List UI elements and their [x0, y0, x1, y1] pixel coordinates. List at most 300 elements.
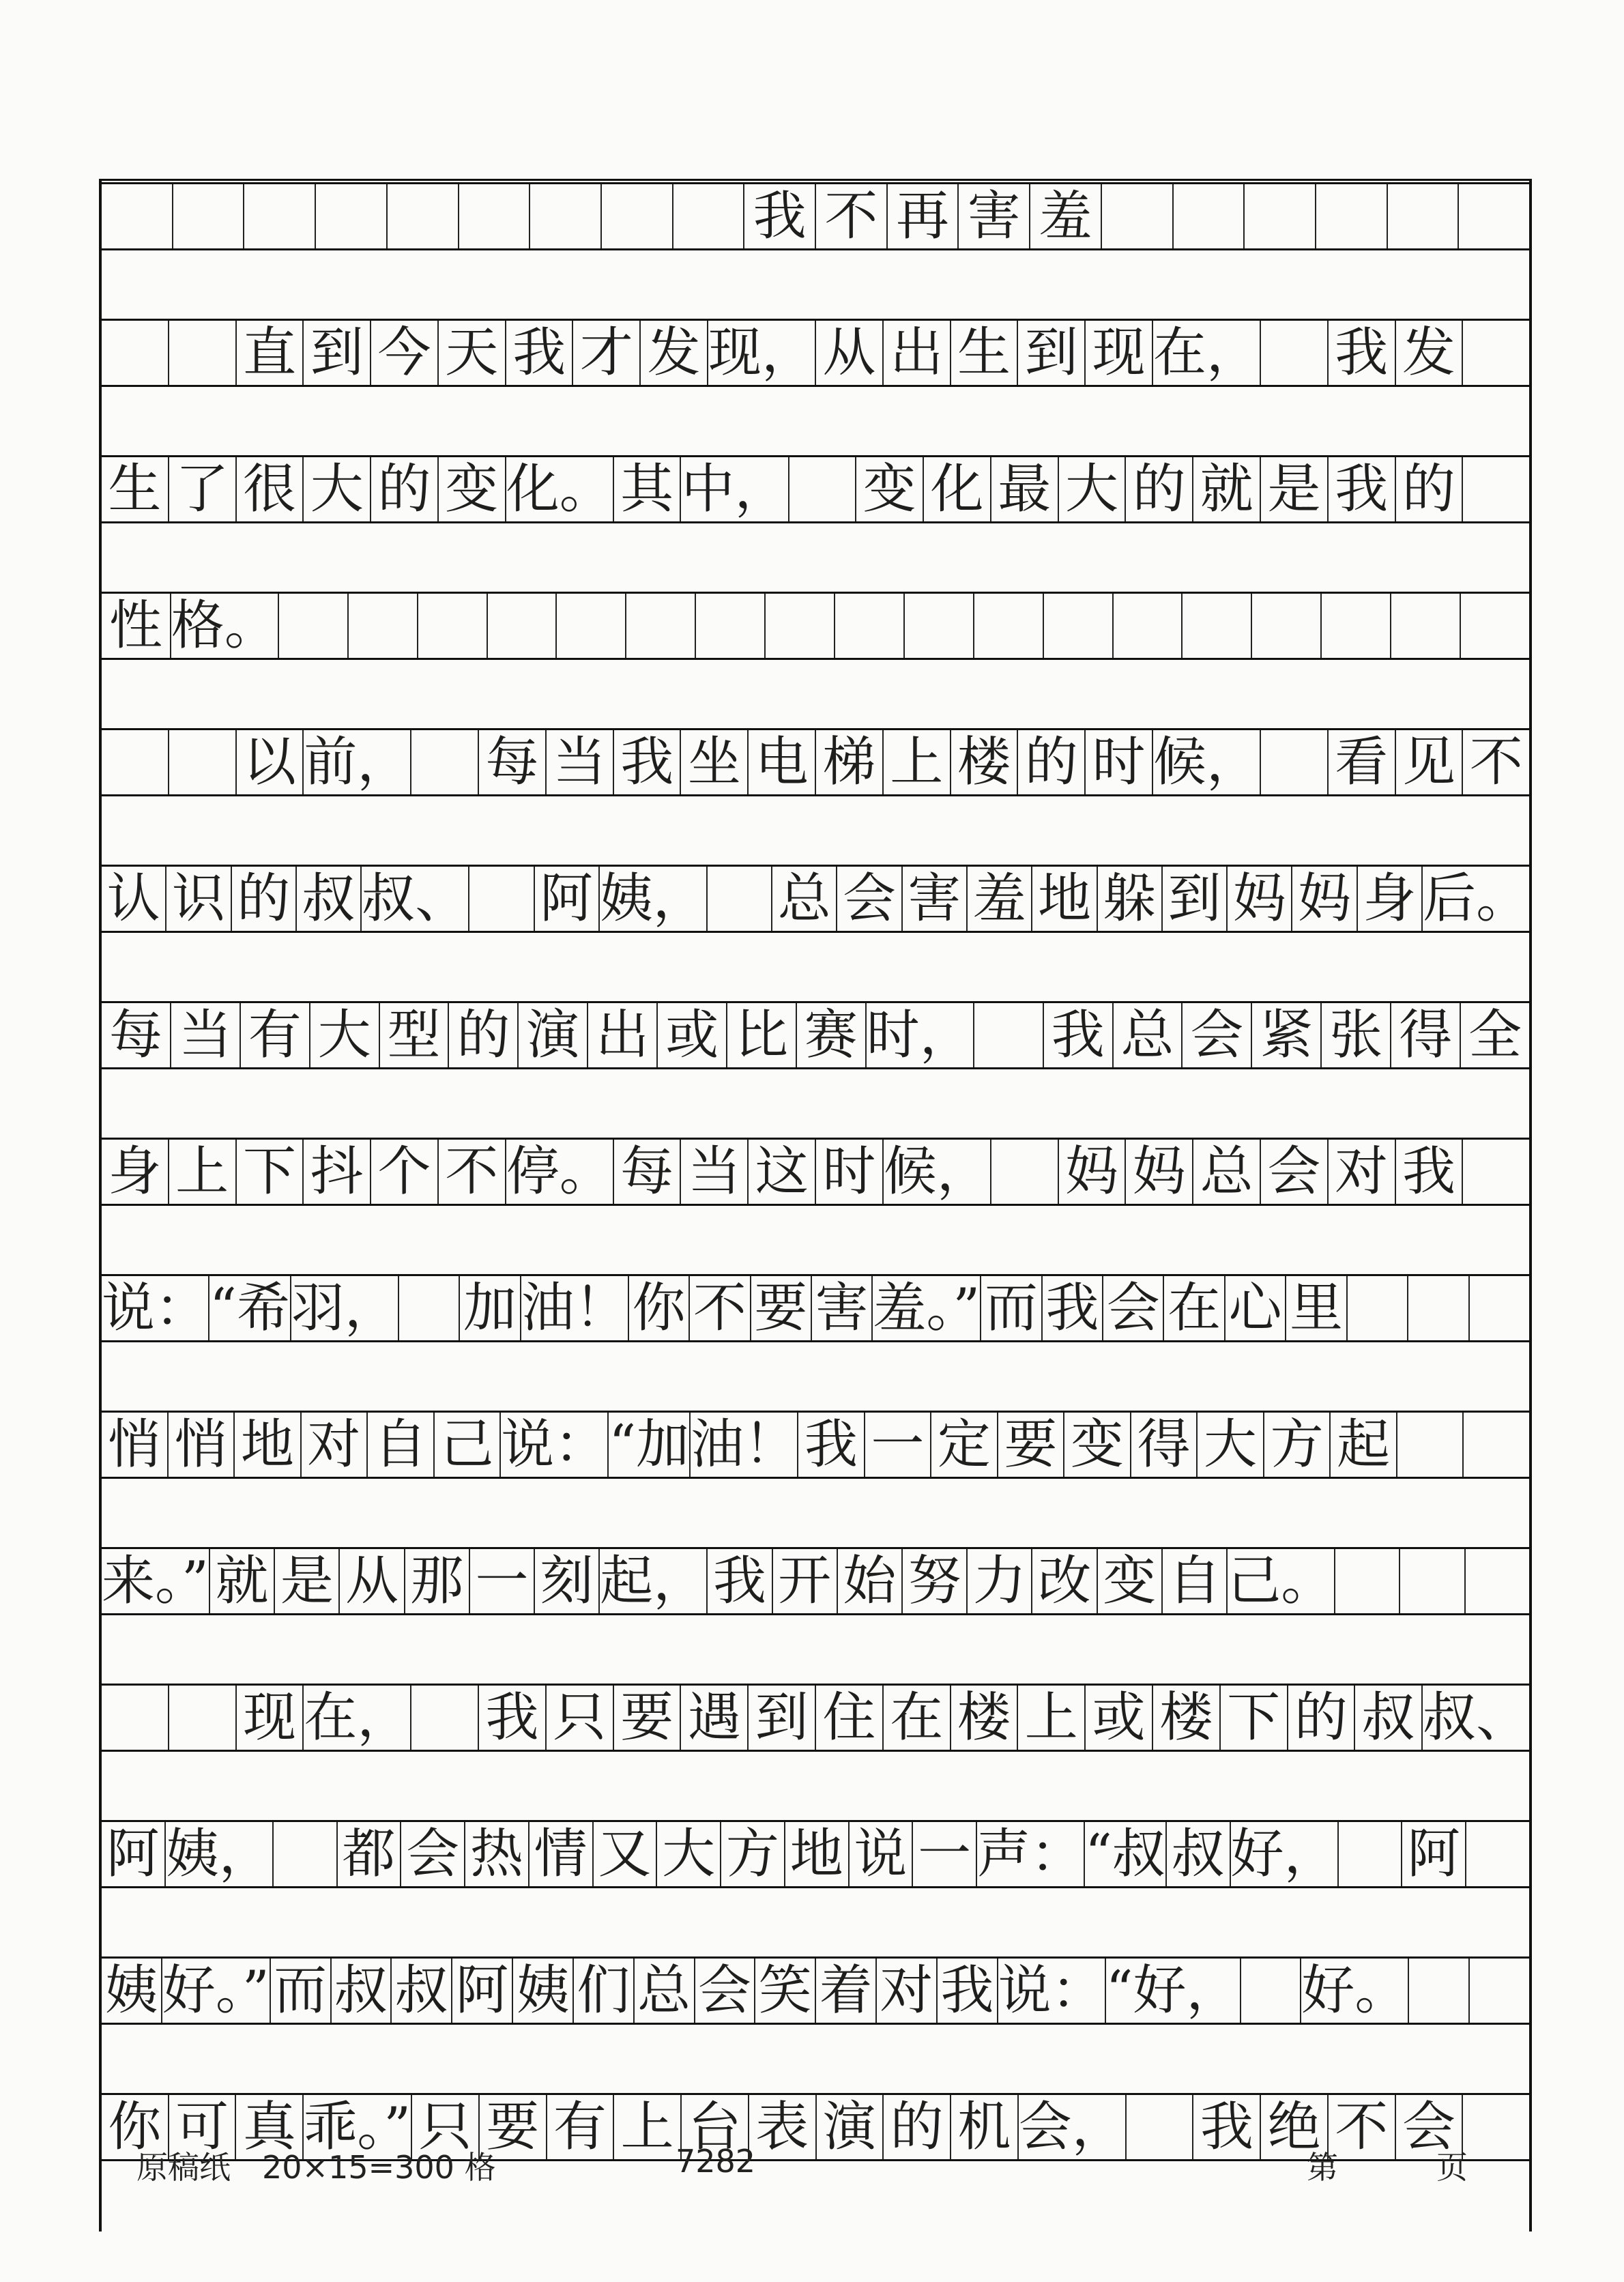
grid-cell	[449, 1003, 519, 1067]
cell-character: 只	[553, 1687, 607, 1748]
cell-character: 阿	[540, 868, 594, 929]
cell-character: 会，	[1018, 2096, 1125, 2158]
grid-cell	[1463, 457, 1529, 521]
grid-cell	[479, 730, 547, 794]
grid-cell	[903, 1549, 968, 1613]
cell-character: 你	[108, 2096, 162, 2158]
grid-cell	[173, 184, 245, 248]
grid-cell	[1329, 321, 1396, 385]
grid-cell	[1226, 1276, 1286, 1340]
cell-character: 自	[373, 1414, 427, 1475]
cell-character: 总	[1200, 1141, 1253, 1202]
grid-cell	[1459, 184, 1529, 248]
cell-character: 比	[734, 1005, 788, 1066]
cell-character: 在	[890, 1687, 944, 1748]
grid-cell	[1461, 594, 1529, 658]
cell-character: 叔、	[362, 868, 469, 929]
cell-character: 会	[1267, 1141, 1321, 1202]
grid-cell	[1193, 457, 1261, 521]
grid-cell	[1322, 594, 1391, 658]
cell-character: 后。	[1423, 868, 1530, 929]
row-cells	[102, 184, 1529, 248]
grid-cell	[588, 1003, 658, 1067]
grid-cell	[349, 594, 418, 658]
cell-character: 当	[553, 732, 607, 793]
cell-character: “叔	[1085, 1823, 1165, 1885]
grid-cell	[102, 184, 173, 248]
grid-cell	[1032, 1549, 1097, 1613]
grid-cell	[1228, 1549, 1335, 1613]
grid-cell	[371, 1140, 439, 1204]
grid-cell	[968, 867, 1032, 931]
cell-character: 停。	[506, 1141, 613, 1202]
row-cells	[102, 457, 1529, 521]
grid-cell	[1339, 1822, 1403, 1886]
grid-cell	[865, 1413, 932, 1477]
page-label-di: 第	[1307, 2149, 1338, 2186]
grid-cell	[981, 1276, 1042, 1340]
cell-character: 前，	[304, 732, 411, 793]
grid-cell	[102, 321, 169, 385]
grid-cell	[1463, 321, 1529, 385]
cell-character: 我	[485, 1687, 539, 1748]
grid-cell	[1322, 1003, 1391, 1067]
grid-cell	[371, 457, 439, 521]
cell-character: 出	[596, 1005, 650, 1066]
cell-character: 在	[1168, 1277, 1221, 1339]
cell-character: 自	[1168, 1550, 1221, 1612]
cell-character: 出	[890, 322, 944, 384]
grid-cell	[635, 1959, 695, 2023]
grid-cell	[773, 1549, 838, 1613]
cell-character: 叔、	[1423, 1687, 1530, 1748]
grid-cell	[1086, 321, 1153, 385]
grid-cell	[938, 1959, 998, 2023]
grid-cell	[169, 1413, 235, 1477]
cell-character: 而	[274, 1960, 328, 2021]
cell-character: 不	[1335, 2096, 1389, 2158]
cell-character: 时	[822, 1141, 876, 1202]
cell-character: 妈	[1132, 1141, 1186, 1202]
cell-character: 每	[108, 1005, 162, 1066]
grid-cell	[1252, 1003, 1322, 1067]
grid-cell	[235, 1413, 302, 1477]
grid-cell	[237, 1686, 304, 1750]
cell-character: 直	[242, 322, 296, 384]
grid-cell	[816, 730, 884, 794]
cell-character: 最	[998, 459, 1052, 520]
grid-cell	[1163, 867, 1228, 931]
grid-cell	[1198, 1413, 1264, 1477]
cell-character: 变	[862, 459, 916, 520]
cell-character: 演	[526, 1005, 580, 1066]
cell-character: 姨，	[165, 1823, 272, 1885]
cell-character: 天	[445, 322, 499, 384]
cell-character: 总	[777, 868, 831, 929]
cell-character: 很	[242, 459, 296, 520]
cell-character: 或	[665, 1005, 719, 1066]
cell-character: 叔	[1171, 1823, 1225, 1885]
grid-cell	[1241, 1959, 1302, 2023]
grid-cell	[411, 1686, 479, 1750]
cell-character: 变	[445, 459, 499, 520]
grid-cell	[884, 730, 951, 794]
cell-character: 现，	[708, 322, 815, 384]
cell-character: 上	[175, 1141, 229, 1202]
grid-cell	[1391, 1003, 1461, 1067]
cell-character: 叔	[334, 1960, 388, 2021]
grid-cell	[1098, 1549, 1163, 1613]
grid-cell	[1252, 594, 1322, 658]
grid-cell	[1032, 867, 1097, 931]
grid-cell	[812, 1276, 873, 1340]
cell-character: 的	[377, 459, 431, 520]
grid-cell	[657, 1822, 721, 1886]
grid-cell	[470, 1549, 535, 1613]
cell-character: 羽，	[291, 1277, 398, 1339]
cell-character: 们	[577, 1960, 630, 2021]
grid-cell	[816, 1140, 884, 1204]
cell-character: 刻	[540, 1550, 594, 1612]
grid-cell	[332, 1959, 392, 2023]
cell-character: 格。	[171, 595, 278, 656]
cell-character: 识	[171, 868, 225, 929]
cell-character: 的	[456, 1005, 510, 1066]
grid-cell	[1043, 1276, 1103, 1340]
cell-character: 总	[1120, 1005, 1174, 1066]
cell-character: 改	[1038, 1550, 1092, 1612]
grid-cell	[1085, 1822, 1167, 1886]
cell-character: 大	[310, 459, 364, 520]
grid-cell	[1261, 321, 1329, 385]
cell-character: “希	[209, 1277, 290, 1339]
grid-cell	[435, 1413, 502, 1477]
cell-character: 情	[534, 1823, 588, 1885]
grid-row	[102, 796, 1529, 933]
grid-cell	[547, 730, 614, 794]
grid-cell	[521, 1276, 629, 1340]
cell-character: 叔	[394, 1960, 448, 2021]
cell-character: 会	[406, 1823, 460, 1885]
grid-cell	[452, 1959, 513, 2023]
grid-cell	[798, 1413, 865, 1477]
cell-character: 以	[242, 732, 296, 793]
grid-cell	[721, 1822, 785, 1886]
cell-character: 油！	[521, 1277, 628, 1339]
cell-character: 你	[632, 1277, 686, 1339]
grid-cell	[1221, 1686, 1288, 1750]
grid-cell	[913, 1822, 977, 1886]
row-cells	[102, 1276, 1529, 1340]
cell-character: 悄	[174, 1414, 228, 1475]
grid-cell	[602, 184, 673, 248]
grid-cell	[368, 1413, 435, 1477]
grid-cell	[237, 457, 304, 521]
grid-cell	[380, 1003, 450, 1067]
grid-cell	[1261, 1140, 1329, 1204]
cell-character: 一	[475, 1550, 529, 1612]
grid-cell	[166, 1822, 274, 1886]
cell-character: 变	[1103, 1550, 1157, 1612]
grid-cell	[316, 184, 388, 248]
cell-character: 好。	[1301, 1960, 1408, 2021]
cell-character: 大	[1204, 1414, 1258, 1475]
grid-cell	[1086, 1686, 1153, 1750]
grid-cell	[506, 457, 614, 521]
grid-cell	[1261, 730, 1329, 794]
grid-cell	[1402, 1822, 1466, 1886]
cell-character: 会	[1106, 1277, 1160, 1339]
grid-cell	[513, 1959, 574, 2023]
cell-character: 赛	[804, 1005, 858, 1066]
grid-cell	[1329, 457, 1396, 521]
grid-row	[102, 1206, 1529, 1342]
grid-cell	[1164, 1276, 1225, 1340]
grid-cell	[310, 1003, 380, 1067]
cell-character: 声：	[977, 1823, 1084, 1885]
grid-cell	[766, 594, 835, 658]
row-cells	[102, 1413, 1529, 1477]
cell-character: 大	[662, 1823, 716, 1885]
cell-character: 个	[377, 1141, 431, 1202]
cell-character: 说：	[501, 1414, 608, 1475]
grid-cell	[169, 1140, 237, 1204]
grid-cell	[658, 1003, 727, 1067]
cell-character: 羞。”	[873, 1277, 981, 1339]
row-cells	[102, 1003, 1529, 1067]
grid-row	[102, 1888, 1529, 2025]
cell-character: 在，	[1152, 322, 1260, 384]
cell-character: 起，	[600, 1550, 707, 1612]
cell-character: 妈	[1232, 868, 1286, 929]
grid-cell	[102, 457, 169, 521]
grid-cell	[1064, 1413, 1131, 1477]
cell-character: 当	[687, 1141, 741, 1202]
grid-cell	[1030, 184, 1102, 248]
grid-cell	[974, 594, 1044, 658]
cell-character: 就	[215, 1550, 269, 1612]
cell-character: 要	[620, 1687, 674, 1748]
cell-character: 下	[242, 1141, 296, 1202]
grid-cell	[1348, 1276, 1408, 1340]
grid-cell	[797, 1003, 867, 1067]
grid-cell	[237, 1140, 304, 1204]
cell-character: 我	[1200, 2096, 1253, 2158]
cell-character: 现	[1092, 322, 1146, 384]
cell-character: 我	[712, 1550, 766, 1612]
cell-character: 一	[871, 1414, 925, 1475]
grid-cell	[924, 457, 991, 521]
grid-cell	[1167, 1822, 1231, 1886]
grid-cell	[991, 1140, 1059, 1204]
paper-code: 7282	[676, 2143, 756, 2180]
cell-character: 上	[1024, 1687, 1078, 1748]
cell-character: 每	[485, 732, 539, 793]
grid-cell	[1409, 1959, 1470, 2023]
row-cells	[102, 1549, 1529, 1613]
grid-cell	[1103, 1276, 1164, 1340]
grid-cell	[681, 1140, 749, 1204]
grid-cell	[401, 1822, 465, 1886]
cell-character: 姨，	[599, 868, 706, 929]
cell-character: 妈	[1065, 1141, 1119, 1202]
cell-character: 阿	[106, 1823, 160, 1885]
cell-character: 电	[755, 732, 809, 793]
cell-character: 到	[755, 1687, 809, 1748]
grid-cell	[1114, 1003, 1183, 1067]
grid-cell	[573, 321, 641, 385]
grid-cell	[998, 1959, 1106, 2023]
grid-cell	[418, 594, 488, 658]
row-cells	[102, 1140, 1529, 1204]
grid-cell	[102, 1686, 169, 1750]
cell-character: 那	[410, 1550, 464, 1612]
grid-row	[102, 523, 1529, 660]
grid-cell	[816, 1686, 884, 1750]
cell-character: 油！	[691, 1414, 798, 1475]
grid-cell	[166, 867, 231, 931]
cell-character: 的	[890, 2096, 944, 2158]
grid-cell	[681, 1686, 749, 1750]
grid-cell	[856, 457, 924, 521]
cell-character: 遇	[687, 1687, 741, 1748]
grid-cell	[102, 1959, 162, 2023]
grid-cell	[727, 1003, 797, 1067]
grid-cell	[574, 1959, 635, 2023]
grid-cell	[1245, 184, 1316, 248]
grid-cell	[951, 1686, 1019, 1750]
grid-cell	[1423, 1686, 1529, 1750]
cell-character: 不	[693, 1277, 746, 1339]
grid-cell	[1044, 594, 1114, 658]
grid-cell	[1423, 867, 1529, 931]
grid-cell	[708, 867, 772, 931]
grid-cell	[1408, 1276, 1469, 1340]
grid-cell	[304, 321, 371, 385]
cell-character: 紧	[1260, 1005, 1314, 1066]
cell-character: 生	[957, 322, 1011, 384]
grid-cell	[681, 730, 749, 794]
cell-character: 时，	[866, 1005, 973, 1066]
grid-cell	[460, 1276, 521, 1340]
grid-cell	[1466, 1822, 1529, 1886]
cell-character: 对	[307, 1414, 361, 1475]
grid-cell	[519, 1003, 588, 1067]
grid-cell	[1316, 184, 1388, 248]
grid-cell	[1114, 594, 1183, 658]
cell-character: 中，	[681, 459, 788, 520]
cell-character: 上	[890, 732, 944, 793]
grid-cell	[1335, 1549, 1400, 1613]
cell-character: 坐	[687, 732, 741, 793]
cell-character: 的	[1402, 459, 1455, 520]
grid-cell	[102, 730, 169, 794]
grid-cell	[1396, 321, 1464, 385]
grid-cell	[1018, 1686, 1086, 1750]
grid-row	[102, 1069, 1529, 1206]
cell-character: 说：	[102, 1277, 209, 1339]
grid-cell	[614, 1686, 682, 1750]
grid-cell	[1018, 730, 1086, 794]
grid-row	[102, 2025, 1529, 2161]
cell-character: 而	[984, 1277, 1038, 1339]
cell-character: 要	[1004, 1414, 1058, 1475]
grid-cell	[1288, 1686, 1356, 1750]
grid-cell	[835, 594, 905, 658]
grid-cell	[338, 1822, 402, 1886]
grid-cell	[547, 1686, 614, 1750]
cell-character: 我	[753, 186, 807, 247]
grid-row	[102, 1752, 1529, 1888]
grid-cell	[594, 1822, 658, 1886]
grid-cell	[506, 321, 574, 385]
cell-character: 又	[598, 1823, 652, 1885]
cell-character: 演	[822, 2096, 876, 2158]
cell-character: 起	[1337, 1414, 1391, 1475]
grid-cell	[1102, 184, 1174, 248]
grid-cell	[789, 457, 857, 521]
cell-character: 地	[1037, 868, 1091, 929]
grid-cell	[1086, 730, 1153, 794]
grid-cell	[169, 457, 237, 521]
grid-cell	[708, 1549, 772, 1613]
grid-cell	[903, 867, 968, 931]
cell-character: 叔	[1361, 1687, 1415, 1748]
grid-cell	[1183, 594, 1252, 658]
grid-cell	[488, 594, 557, 658]
cell-character: 笑	[758, 1960, 812, 2021]
cell-character: 机	[957, 2096, 1011, 2158]
grid-cell	[1292, 867, 1357, 931]
grid-cell	[479, 1686, 547, 1750]
grid-cell	[1098, 867, 1163, 931]
grid-cell	[297, 867, 362, 931]
grid-cell	[302, 1413, 368, 1477]
grid-cell	[304, 457, 371, 521]
grid-row	[102, 933, 1529, 1069]
grid-cell	[1358, 867, 1423, 931]
grid-cell	[102, 1549, 210, 1613]
cell-character: 型	[387, 1005, 441, 1066]
grid-cell	[304, 730, 411, 794]
grid-cell	[1286, 1276, 1347, 1340]
grid-row	[102, 1615, 1529, 1752]
grid-cell	[102, 867, 166, 931]
cell-character: 楼	[957, 1687, 1011, 1748]
grid-cell	[837, 867, 902, 931]
cell-character: 楼	[957, 732, 1011, 793]
grid-cell	[600, 1549, 708, 1613]
cell-character: 身	[108, 1141, 162, 1202]
grid-cell	[1059, 1140, 1127, 1204]
grid-cell	[405, 1549, 470, 1613]
grid-cell	[291, 1276, 399, 1340]
cell-character: 我	[1045, 1277, 1099, 1339]
grid-cell	[1329, 730, 1396, 794]
cell-character: 地	[789, 1823, 843, 1885]
grid-cell	[614, 730, 682, 794]
grid-cell	[388, 184, 459, 248]
grid-cell	[102, 1276, 209, 1340]
cell-character: 我	[940, 1960, 994, 2021]
cell-character: 羞	[972, 868, 1026, 929]
grid-row	[102, 660, 1529, 796]
grid-cell	[905, 594, 974, 658]
grid-cell	[244, 184, 316, 248]
cell-character: 阿	[455, 1960, 509, 2021]
grid-cell	[232, 867, 297, 931]
cell-character: 发	[647, 322, 701, 384]
